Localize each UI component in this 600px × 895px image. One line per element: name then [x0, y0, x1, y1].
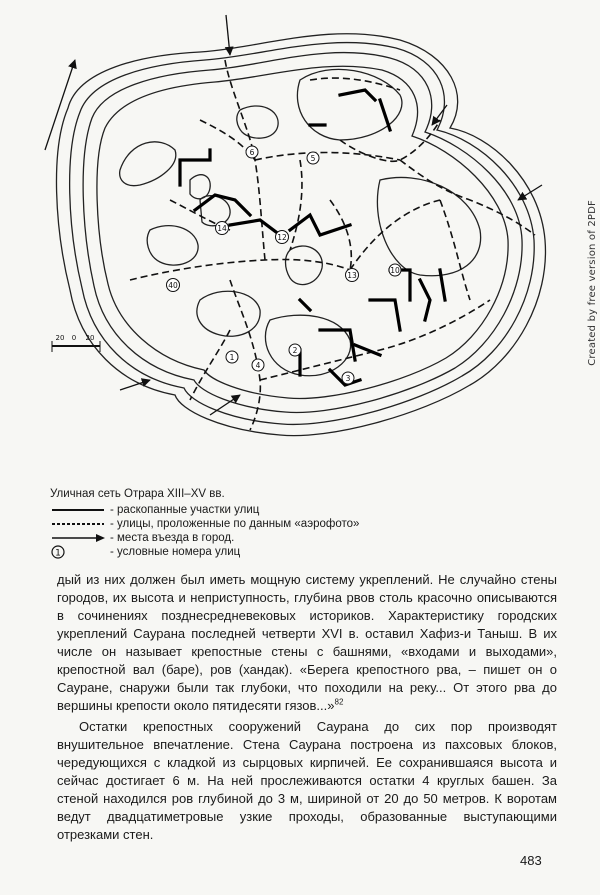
street-number	[246, 146, 258, 158]
legend-item-solid	[50, 503, 470, 517]
svg-text:12: 12	[277, 233, 287, 242]
caption-title: Уличная сеть Отрара XIII–XV вв.	[50, 488, 225, 500]
street-number	[389, 264, 401, 276]
dashed-line-icon	[50, 520, 110, 528]
svg-text:2: 2	[292, 346, 298, 355]
street-number	[226, 351, 238, 363]
legend-text: - условные номера улиц	[110, 546, 241, 558]
legend-item-arrow	[50, 531, 470, 545]
street-number	[252, 359, 264, 371]
svg-text:20: 20	[55, 334, 65, 342]
circled-number-icon	[50, 545, 110, 559]
legend-item-number	[50, 545, 470, 559]
arrow-icon	[50, 534, 110, 542]
footnote-ref: 82	[334, 697, 344, 707]
scale-bar	[52, 334, 100, 352]
paragraph: дый из них должен был иметь мощную систему укреплений. Не случайно стены городов, их высота и неприступность, глубина рвов столь красочно описываются в сочинениях позднесредневековых историков. Характеристику городских укреплений Саурана последней четверти XVI в. оставил Хафиз-и Таныш. В их числе он называет крепостные стены с башнями, «входами и выходами», крепостной вал (баре), ров (хандак). «Берега крепостного рва, – пишет он о Сауране, снаружи были так глубоки, что походили на реку... От этого рва до вершины крепости около пятидесяти гязов...»$^{82}$	[57, 572, 557, 713]
street-number	[307, 152, 319, 164]
figure-caption	[50, 487, 470, 559]
contour-2	[70, 43, 535, 425]
legend-item-dashed	[50, 517, 470, 531]
svg-text:5: 5	[310, 154, 316, 163]
svg-text:6: 6	[249, 148, 255, 157]
svg-text:40: 40	[168, 281, 178, 290]
legend-text: - места въезда в город.	[110, 532, 235, 544]
legend-text: - улицы, проложенные по данным «аэрофото»	[110, 518, 360, 530]
svg-text:4: 4	[255, 361, 261, 370]
legend-text: - раскопанные участки улиц	[110, 504, 260, 516]
svg-text:3: 3	[345, 374, 351, 383]
street-number	[289, 344, 301, 356]
street-number	[342, 372, 354, 384]
solid-line-icon	[50, 506, 110, 514]
svg-text:14: 14	[217, 224, 227, 233]
street-number	[276, 231, 289, 244]
svg-text:13: 13	[347, 271, 357, 280]
street-number	[167, 279, 180, 292]
svg-text:10: 10	[390, 266, 400, 275]
body-text	[57, 571, 557, 844]
svg-text:1: 1	[55, 548, 61, 559]
paragraph: Остатки крепостных сооружений Саурана до сих пор производят внушительное впечатление. Стена Саурана построена из пахсовых блоков, чередующихся с кладкой из сырцовых кирпичей. Ее сохранившаяся высота и сейчас достигает 6 м. На ней прослеживаются остатки 4 круглых башен. За стеной находился ров глубиной до 3 м, шириной от 20 до 50 метров. К воротам ведут двадцатиметровые узкие проходы, образованные выступающими отрезками стен.	[57, 719, 557, 842]
svg-text:20: 20	[85, 334, 95, 342]
street-number	[346, 269, 359, 282]
page-number: 483	[520, 853, 542, 868]
pdf-watermark: Created by free version of 2PDF	[587, 200, 598, 366]
street-number	[216, 222, 229, 235]
svg-text:1: 1	[229, 353, 235, 362]
svg-text:0: 0	[71, 334, 77, 342]
